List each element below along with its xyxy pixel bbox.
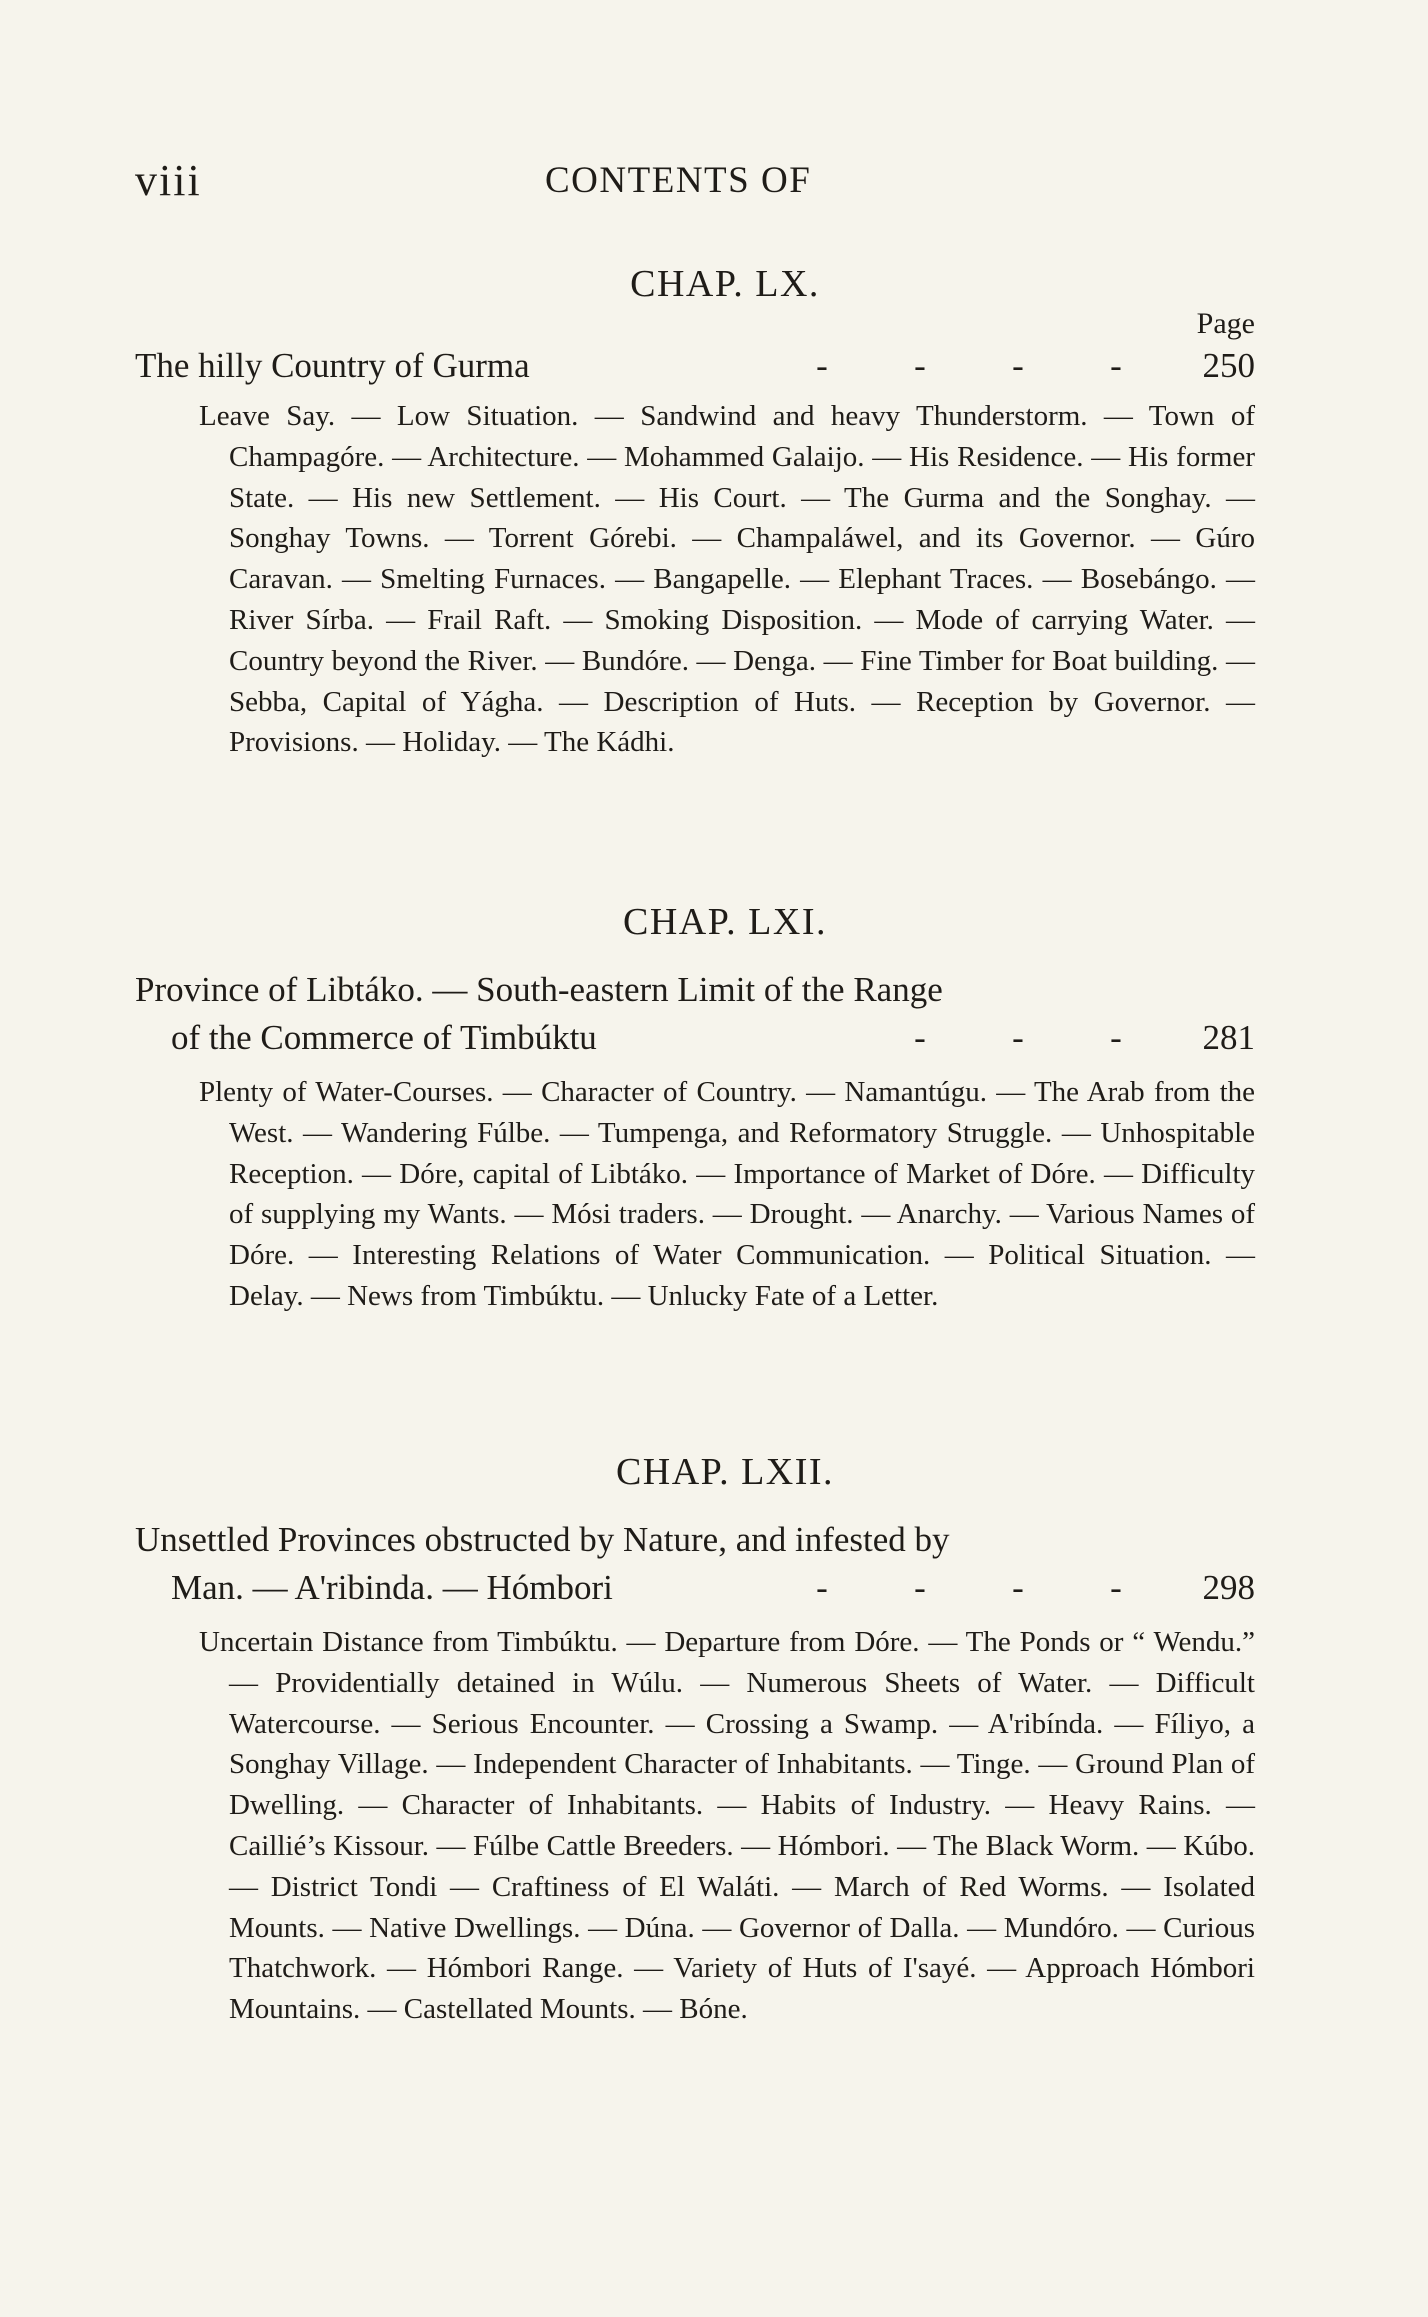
chapter-title: of the Commerce of Timbúktu: [171, 1018, 597, 1057]
chapter-heading: CHAP. LXI.: [623, 901, 827, 943]
page-number: 281: [1202, 1018, 1255, 1057]
chapter-title: Unsettled Provinces obstructed by Nature, and infested by: [135, 1520, 950, 1559]
dot-leader: - - - -: [816, 346, 1122, 385]
chapter-title: Man. — A'ribinda. — Hómbori: [171, 1568, 613, 1607]
chapter-lxii: [135, 1450, 1255, 2030]
chapter-heading: CHAP. LX.: [630, 263, 820, 305]
dot-leader: - - -: [914, 1018, 1122, 1057]
chapter-synopsis: Leave Say. — Low Situation. — Sandwind and heavy Thunderstorm. — Town of Champagóre. — Architecture. — Mohammed Galaijo. — His Residence. — His former State. — His new Settlement. — His Court. — The Gurma and the Songhay. — Songhay Towns. — Torrent Górebi. — Champaláwel, and its Governor. — Gúro Caravan. — Smelting Furnaces. — Bangapelle. — Elephant Traces. — Bosebángo. — River Sírba. — Frail Raft. — Smoking Disposition. — Mode of carrying Water. — Country beyond the River. — Bundóre. — Denga. — Fine Timber for Boat building. — Sebba, Capital of Yágha. — Description of Huts. — Reception by Governor. — Provisions. — Holiday. — The Kádhi.: [199, 400, 1255, 759]
chapter-title-line: [135, 1564, 1255, 1612]
chapter-title: Province of Libtáko. — South-eastern Limit of the Range: [135, 970, 943, 1009]
dot-leader: - - - -: [816, 1568, 1122, 1607]
chapter-synopsis: Uncertain Distance from Timbúktu. — Departure from Dóre. — The Ponds or “ Wendu.” — Providentially detained in Wúlu. — Numerous Sheets of Water. — Difficult Watercourse. — Serious Encounter. — Crossing a Swamp. — A'ribínda. — Fíliyo, a Songhay Village. — Independent Character of Inhabitants. — Tinge. — Ground Plan of Dwelling. — Character of Inhabitants. — Habits of Industry. — Heavy Rains. — Caillié’s Kissour. — Fúlbe Cattle Breeders. — Hómbori. — The Black Worm. — Kúbo. — District Tondi — Craftiness of El Waláti. — March of Red Worms. — Isolated Mounts. — Native Dwellings. — Dúna. — Governor of Dalla. — Mundóro. — Curious Thatchwork. — Hómbori Range. — Variety of Huts of I'sayé. — Approach Hómbori Mountains. — Castellated Mounts. — Bóne.: [199, 1626, 1255, 2026]
page-number: 250: [1202, 346, 1255, 385]
chapter-title-line: [135, 342, 1255, 390]
chapter-heading: CHAP. LXII.: [615, 1451, 835, 1493]
chapter-title-line: [135, 1014, 1255, 1062]
page-folio: viii: [135, 156, 202, 205]
chapter-lxi: [135, 900, 1255, 1317]
page-column-label: Page: [1196, 307, 1255, 340]
running-head: [135, 155, 1300, 205]
chapter-title: The hilly Country of Gurma: [135, 346, 530, 385]
chapter-synopsis: Plenty of Water-Courses. — Character of Country. — Namantúgu. — The Arab from the West. — Wandering Fúlbe. — Tumpenga, and Reformatory Struggle. — Unhospitable Reception. — Dóre, capital of Libtáko. — Importance of Market of Dóre. — Difficulty of supplying my Wants. — Mósi traders. — Drought. — Anarchy. — Various Names of Dóre. — Interesting Relations of Water Communication. — Political Situation. — Delay. — News from Timbúktu. — Unlucky Fate of a Letter.: [199, 1076, 1255, 1312]
page-number: 298: [1202, 1568, 1255, 1607]
chapter-title-line: [135, 966, 1255, 1014]
chapter-title-line: [135, 1516, 1255, 1564]
chapter-lx: [135, 262, 1255, 763]
running-title: CONTENTS OF: [545, 160, 812, 201]
